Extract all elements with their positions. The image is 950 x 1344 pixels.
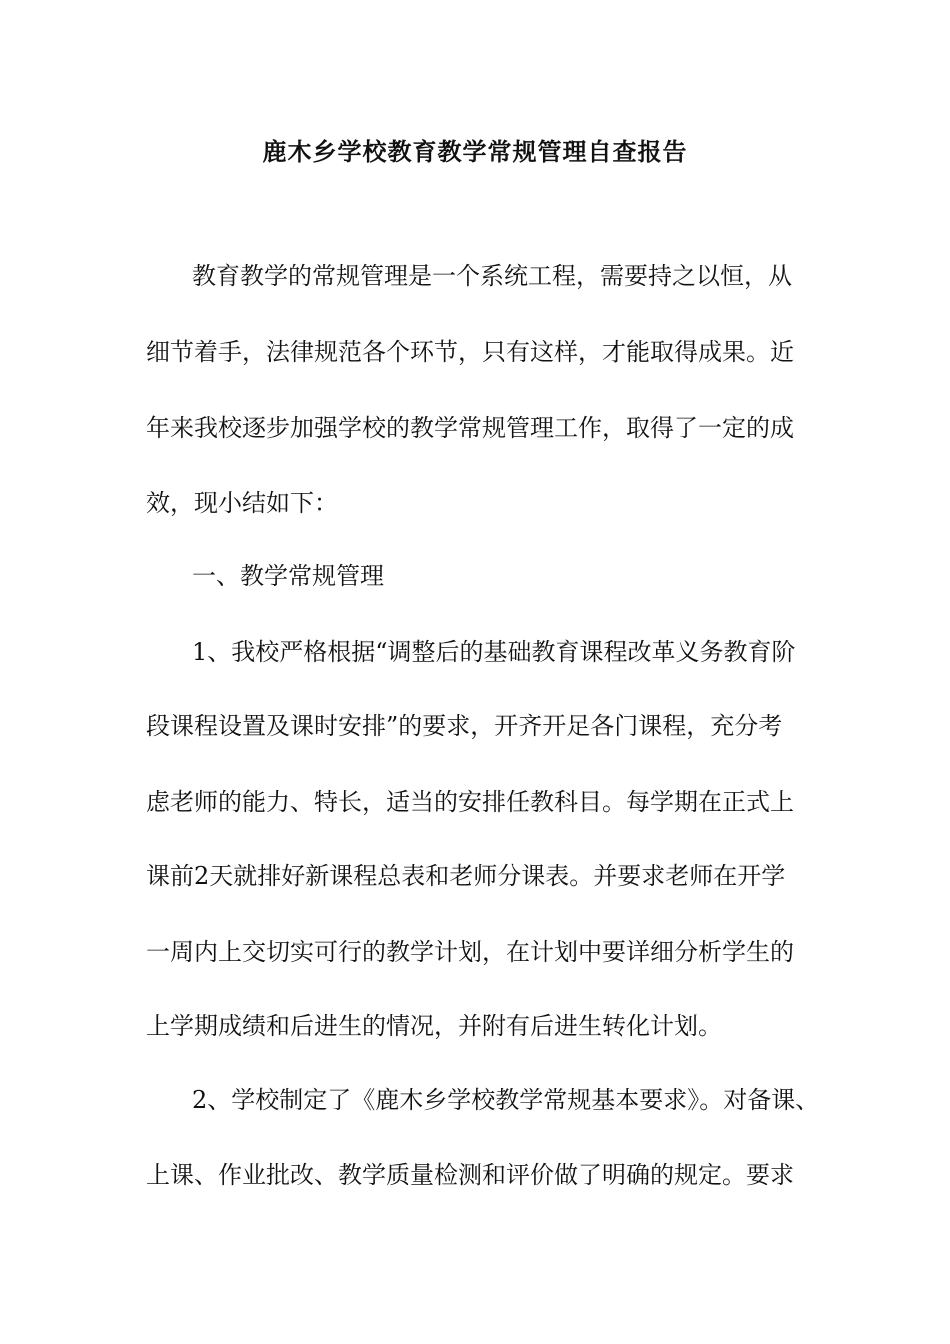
paragraph-line: 年来我校逐步加强学校的教学常规管理工作，取得了一定的成 [146, 414, 794, 442]
paragraph-line: 教育教学的常规管理是一个系统工程，需要持之以恒，从 [192, 262, 792, 290]
paragraph-line: 课前2天就排好新课程总表和老师分课表。并要求老师在开学 [146, 862, 786, 890]
section-heading: 一、教学常规管理 [192, 562, 384, 590]
paragraph-line: 2、学校制定了《鹿木乡学校教学常规基本要求》。对备课、 [192, 1086, 820, 1114]
paragraph-line: 上课、作业批改、教学质量检测和评价做了明确的规定。要求 [146, 1161, 794, 1189]
paragraph-line: 虑老师的能力、特长，适当的安排任教科目。每学期在正式上 [146, 788, 794, 816]
document-title: 鹿木乡学校教育教学常规管理自查报告 [262, 137, 688, 166]
paragraph-line: 1、我校严格根据“调整后的基础教育课程改革义务教育阶 [192, 638, 796, 666]
paragraph-line: 一周内上交切实可行的教学计划，在计划中要详细分析学生的 [146, 938, 794, 966]
paragraph-line: 上学期成绩和后进生的情况，并附有后进生转化计划。 [146, 1012, 722, 1040]
paragraph-line: 效，现小结如下： [146, 489, 338, 517]
paragraph-line: 细节着手，法律规范各个环节，只有这样，才能取得成果。近 [146, 338, 794, 366]
paragraph-line: 段课程设置及课时安排”的要求，开齐开足各门课程，充分考 [146, 712, 783, 740]
